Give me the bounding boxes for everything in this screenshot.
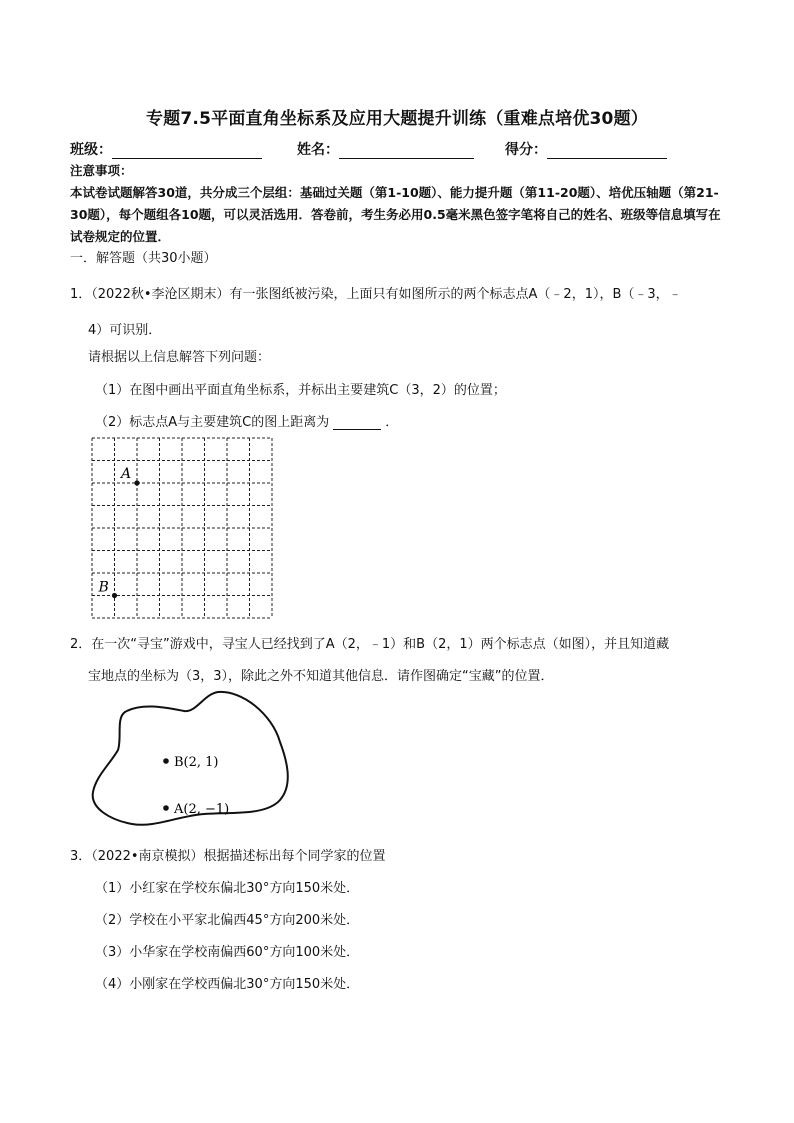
- q3-item-4: （4）小刚家在学校西偏北30°方向150米处．: [95, 977, 360, 992]
- q2-stem-line2: 宝地点的坐标为（3，3），除此之外不知道其他信息．请作图确定“宝藏”的位置．: [88, 669, 554, 684]
- class-field: [70, 139, 262, 159]
- q1-part2-text: （2）标志点A与主要建筑C的图上距离为: [95, 415, 330, 430]
- name-field: [297, 139, 474, 159]
- q1-grid-figure: [80, 430, 280, 626]
- notice-heading: 注意事项：: [70, 163, 133, 178]
- q3-item-1: （1）小红家在学校东偏北30°方向150米处．: [95, 881, 360, 896]
- class-label: 班级：: [70, 142, 112, 158]
- map-point-b-dot: [163, 758, 169, 764]
- class-blank[interactable]: [112, 144, 262, 159]
- score-field: [505, 139, 667, 159]
- q1-stem-line2: 4）可识别．: [88, 323, 162, 338]
- q3-item-3: （3）小华家在学校南偏西60°方向100米处．: [95, 945, 360, 960]
- name-label: 姓名：: [297, 142, 339, 158]
- q2-map-figure: [80, 688, 310, 838]
- q1-part2-end: ．: [385, 415, 399, 430]
- map-point-a-label: A(2, −1): [174, 802, 230, 817]
- score-label: 得分：: [505, 142, 547, 158]
- q2-stem-line1: 2．在一次“寻宝”游戏中，寻宝人已经找到了A（2，﹣1）和B（2，1）两个标志点（如图），并且知道藏: [70, 637, 670, 652]
- score-blank[interactable]: [547, 144, 667, 159]
- notice-body: 本试卷试题解答30道，共分成三个层组：基础过关题（第1-10题）、能力提升题（第11-20题）、培优压轴题（第21-30题），每个题组各10题，可以灵活选用．答卷前，考生务必用0.5毫米黑色签字笔将自己的姓名、班级等信息填写在试卷规定的位置．: [70, 185, 721, 244]
- point-b-label: B: [98, 579, 109, 596]
- section-heading: 一．解答题（共30小题）: [70, 251, 217, 266]
- notice-block: [70, 160, 730, 248]
- q3-stem: 3．（2022•南京模拟）根据描述标出每个同学家的位置: [70, 849, 386, 864]
- point-a-label: A: [121, 466, 132, 482]
- q3-item-2: （2）学校在小平家北偏西45°方向200米处．: [95, 913, 360, 928]
- page-title: 专题7.5平面直角坐标系及应用大题提升训练（重难点培优30题）: [146, 109, 648, 129]
- q1-instruction: 请根据以上信息解答下列问题：: [88, 350, 271, 365]
- point-a-dot: [134, 480, 139, 485]
- point-b-dot: [112, 593, 117, 598]
- map-point-a-dot: [163, 805, 169, 811]
- name-blank[interactable]: [339, 144, 474, 159]
- q1-stem-line1: 1．（2022秋•李沧区期末）有一张图纸被污染，上面只有如图所示的两个标志点A（﹣2，1），B（﹣3，﹣: [70, 287, 682, 302]
- map-point-b-label: B(2, 1): [174, 755, 219, 770]
- q1-answer-blank[interactable]: [333, 416, 381, 430]
- dashed-grid: [92, 438, 272, 618]
- q1-part2: [95, 411, 398, 430]
- q1-part1: （1）在图中画出平面直角坐标系，并标出主要建筑C（3，2）的位置；: [95, 383, 506, 398]
